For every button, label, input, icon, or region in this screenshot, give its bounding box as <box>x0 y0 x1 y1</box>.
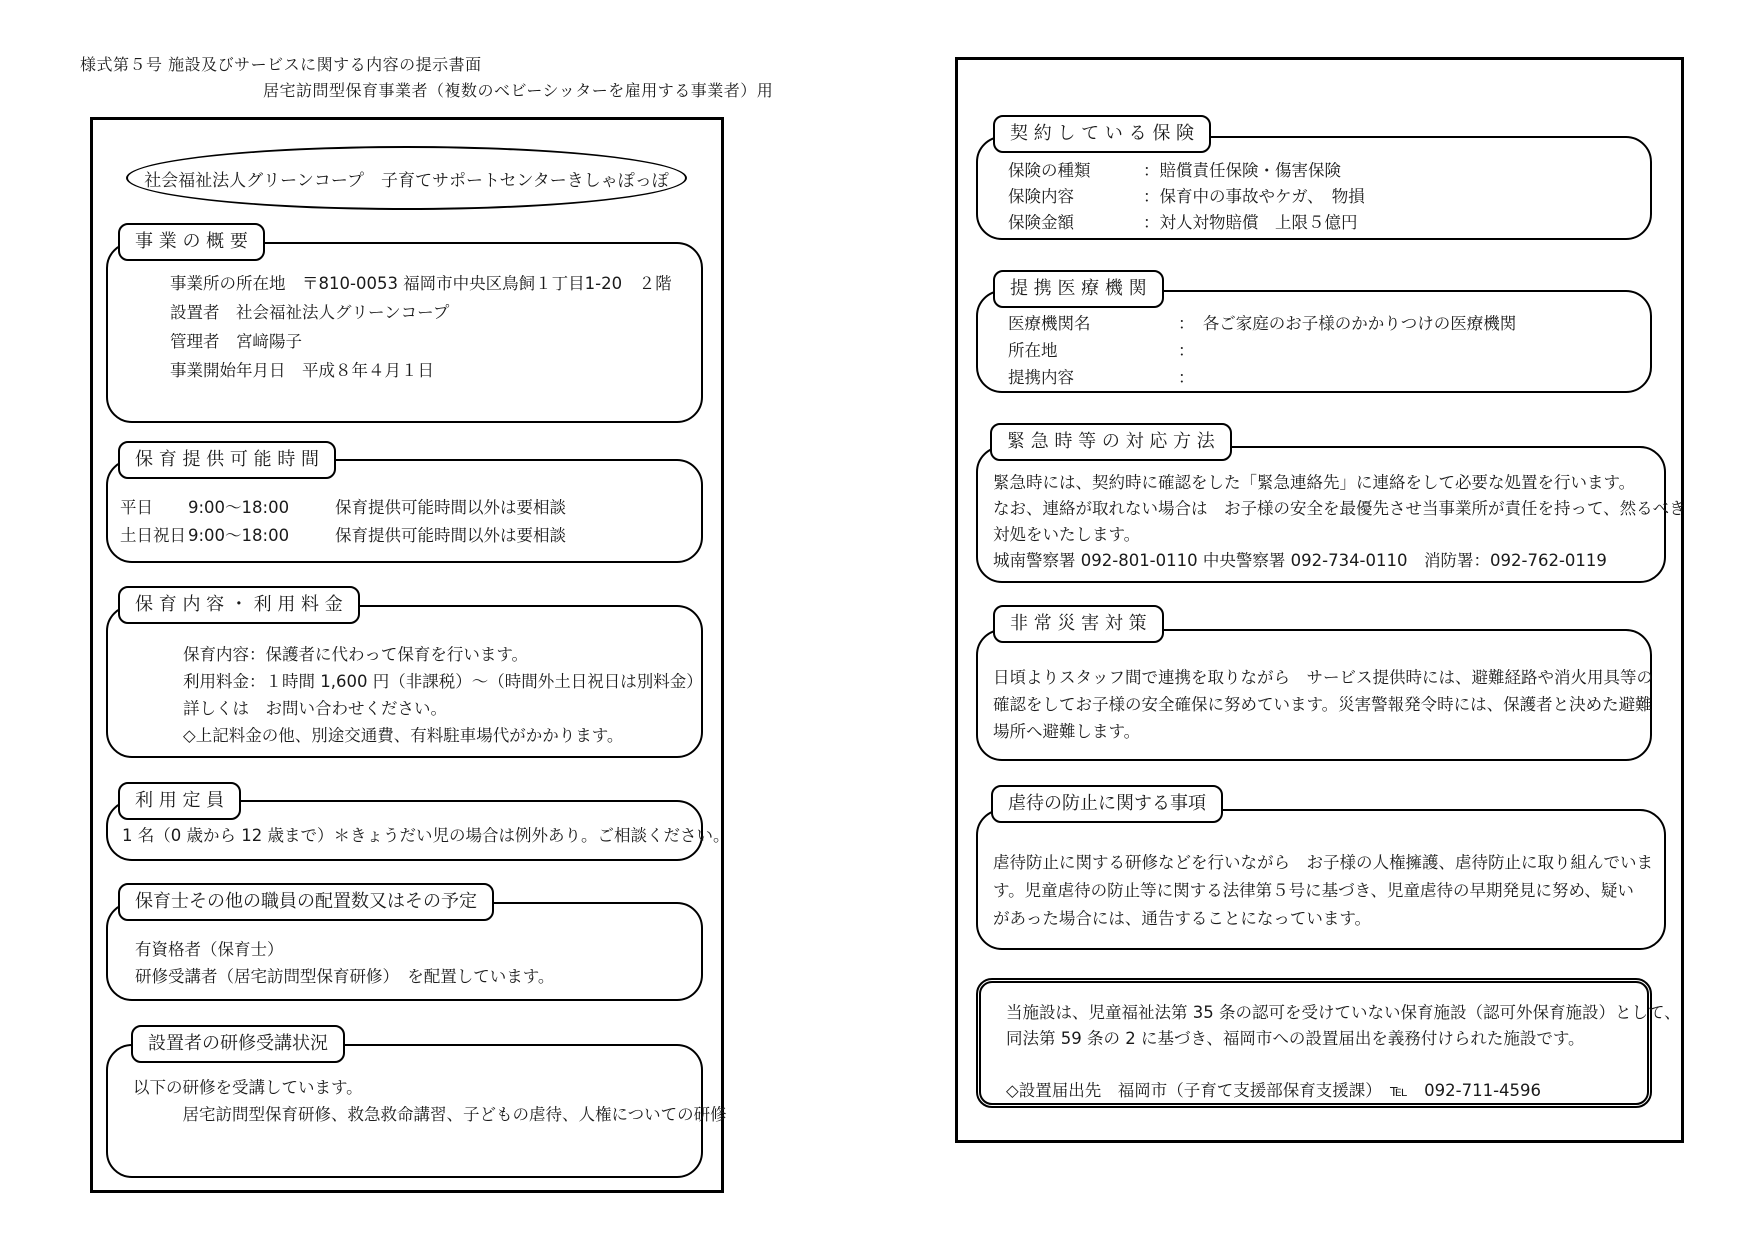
hours-row-weekday <box>120 494 691 522</box>
hours-time: 9:00～18:00 <box>188 526 290 545</box>
hours-day: 平日 <box>120 498 153 517</box>
medical-address-row <box>1008 337 1640 364</box>
staffing-trained: 研修受講者（居宅訪問型保育研修） を配置しています。 <box>135 967 555 986</box>
section-label-medical: 提 携 医 療 機 関 <box>993 270 1164 308</box>
section-label-insurance: 契 約 し て い る 保 険 <box>993 115 1211 153</box>
form-subtitle: 居宅訪問型保育事業者（複数のベビーシッターを雇用する事業者）用 <box>263 81 774 100</box>
emergency-line-2: なお、連絡が取れない場合は お子様の安全を最優先させ当事業所が責任を持って、然るべき <box>993 499 1686 518</box>
insurance-coverage-label: 保険内容 <box>1008 187 1074 206</box>
section-label-business-overview: 事 業 の 概 要 <box>118 223 265 261</box>
disaster-line-1: 日頃よりスタッフ間で連携を取りながら サービス提供時には、避難経路や消火用具等の <box>993 668 1653 687</box>
section-label-training: 設置者の研修受講状況 <box>131 1025 345 1063</box>
insurance-type-value: ：賠償責任保険・傷害保険 <box>1143 161 1341 180</box>
insurance-coverage-row <box>1008 184 1640 210</box>
notice-line-2: 同法第 59 条の 2 に基づき、福岡市への設置届出を義務付けられた施設です。 <box>1006 1029 1585 1048</box>
hours-note: 保育提供可能時間以外は要相談 <box>335 498 566 517</box>
section-label-content-fees: 保 育 内 容 ・ 利 用 料 金 <box>118 586 360 624</box>
section-box-business-overview <box>106 242 703 423</box>
medical-name-value: ： 各ご家庭のお子様のかかりつけの医療機関 <box>1178 314 1517 333</box>
section-box-emergency <box>976 446 1686 583</box>
section-label-capacity: 利 用 定 員 <box>118 782 241 820</box>
notice-line-1: 当施設は、児童福祉法第 35 条の認可を受けていない保育施設（認可外保育施設）として、 <box>1006 1003 1681 1022</box>
emergency-phone-numbers: 城南警察署 092-801-0110 中央警察署 092-734-0110 消防署：092-762-0119 <box>993 551 1607 570</box>
insurance-type-label: 保険の種類 <box>1008 161 1091 180</box>
insurance-amount-label: 保険金額 <box>1008 213 1074 232</box>
fees-rate: 利用料金：１時間 1,600 円（非課税）～（時間外土日祝日は別料金） <box>183 672 703 691</box>
insurance-amount-value: ：対人対物賠償 上限５億円 <box>1143 213 1358 232</box>
section-label-service-hours: 保 育 提 供 可 能 時 間 <box>118 441 336 479</box>
medical-address-label: 所在地 <box>1008 341 1058 360</box>
fees-extra: ◇上記料金の他、別途交通費、有料駐車場代がかかります。 <box>183 726 624 745</box>
fees-content: 保育内容：保護者に代わって保育を行います。 <box>183 645 529 664</box>
overview-address: 事業所の所在地 〒810-0053 福岡市中央区鳥飼１丁目1-20 ２階 <box>170 274 672 293</box>
section-label-disaster: 非 常 災 害 対 策 <box>993 605 1164 643</box>
notice-contact: ◇設置届出先 福岡市（子育て支援部保育支援課） ℡ 092-711-4596 <box>1006 1081 1542 1100</box>
overview-start-date: 事業開始年月日 平成８年４月１日 <box>170 361 434 380</box>
overview-manager: 管理者 宮﨑陽子 <box>170 332 302 351</box>
capacity-line: 1 名（0 歳から 12 歳まで）＊きょうだい児の場合は例外あり。ご相談ください。 <box>122 826 730 845</box>
medical-detail-row <box>1008 364 1640 391</box>
insurance-type-row <box>1008 158 1640 184</box>
section-box-content-fees <box>106 605 703 758</box>
page-right <box>955 57 1684 1143</box>
medical-name-label: 医療機関名 <box>1008 314 1091 333</box>
hours-row-weekend <box>120 522 691 550</box>
insurance-coverage-value: ：保育中の事故やケガ、 物損 <box>1143 187 1365 206</box>
page-left <box>90 117 730 1193</box>
emergency-line-1: 緊急時には、契約時に確認をした「緊急連絡先」に連絡をして必要な処置を行います。 <box>993 473 1636 492</box>
training-intro: 以下の研修を受講しています。 <box>133 1078 363 1097</box>
form-number-title: 様式第５号 施設及びサービスに関する内容の提示書面 <box>80 55 482 74</box>
organization-name-ellipse <box>126 146 687 210</box>
hours-time: 9:00～18:00 <box>188 498 290 517</box>
medical-address-value: ： <box>1178 341 1195 360</box>
emergency-line-3: 対処をいたします。 <box>993 525 1141 544</box>
hours-note: 保育提供可能時間以外は要相談 <box>335 526 566 545</box>
section-box-training <box>106 1044 727 1178</box>
overview-founder: 設置者 社会福祉法人グリーンコープ <box>170 303 450 322</box>
abuse-line-1: 虐待防止に関する研修などを行いながら お子様の人権擁護、虐待防止に取り組んでいま <box>993 853 1653 872</box>
section-label-emergency: 緊 急 時 等 の 対 応 方 法 <box>990 423 1232 461</box>
fees-inquiry: 詳しくは お問い合わせください。 <box>183 699 447 718</box>
organization-name: 社会福祉法人グリーンコープ 子育てサポートセンターきしゃぽっぽ <box>144 170 669 191</box>
section-label-abuse-prevention: 虐待の防止に関する事項 <box>991 785 1223 823</box>
abuse-line-2: す。児童虐待の防止等に関する法律第５号に基づき、児童虐待の早期発見に努め、疑い <box>993 881 1634 900</box>
abuse-line-3: があった場合には、通告することになっています。 <box>993 909 1372 928</box>
medical-detail-value: ： <box>1178 368 1195 387</box>
section-label-staffing: 保育士その他の職員の配置数又はその予定 <box>118 883 494 921</box>
medical-detail-label: 提携内容 <box>1008 368 1074 387</box>
training-list: 居宅訪問型保育研修、救急救命講習、子どもの虐待、人権についての研修 <box>133 1105 727 1124</box>
medical-name-row <box>1008 310 1640 337</box>
registration-notice-box <box>976 978 1681 1108</box>
disaster-line-2: 確認をしてお子様の安全確保に努めています。災害警報発令時には、保護者と決めた避難 <box>993 695 1652 714</box>
hours-day: 土日祝日 <box>120 526 186 545</box>
section-box-abuse-prevention <box>976 809 1666 950</box>
insurance-amount-row <box>1008 210 1640 236</box>
disaster-line-3: 場所へ避難します。 <box>993 722 1141 741</box>
section-box-disaster <box>976 629 1652 761</box>
staffing-qualified: 有資格者（保育士） <box>135 940 284 959</box>
